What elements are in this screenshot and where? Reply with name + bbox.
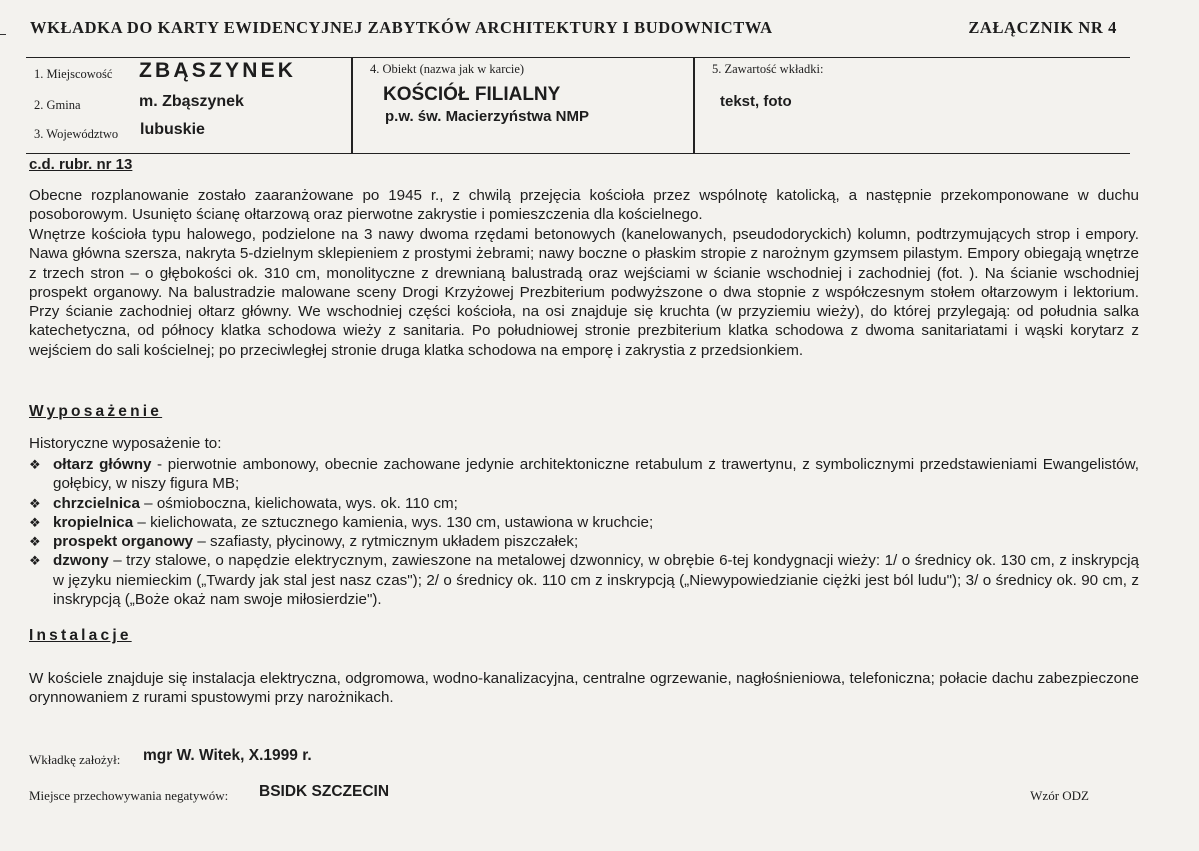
object-value: KOŚCIÓŁ FILIALNY xyxy=(383,84,561,105)
diamond-bullet-icon: ❖ xyxy=(29,495,41,511)
rubric-reference: c.d. rubr. nr 13 xyxy=(29,156,133,173)
list-item xyxy=(29,551,1139,609)
item-name: ołtarz główny xyxy=(53,456,152,473)
item-description: – kielichowata, ze sztucznego kamienia, wys. 130 cm, ustawiona w kruchcie; xyxy=(133,513,654,531)
diamond-bullet-icon: ❖ xyxy=(29,514,41,530)
item-description: – szafiasty, płycinowy, z rytmicznym układem piszczałek; xyxy=(193,533,579,551)
list-item xyxy=(29,532,1139,551)
item-description: – trzy stalowe, o napędzie elektrycznym, zawieszone na metalowej dzwonnicy, w obrębie 6-tej kondygnacji wieży: 1/ o średnicy ok. 130 cm, z inskrypcją w języku niemieckim („Twardy jak stal jest nasz czas"); 2/ o średnicy ok. 110 cm z inskrypcją („Niewypowiedzianie ciężki jest ból ludu"); 3/ o średnicy ok. 90 cm, z inskrypcją („Boże okaż nam swoje miłosierdzie"). xyxy=(53,552,1139,609)
column-divider xyxy=(351,58,353,153)
interior-paragraph: Wnętrze kościoła typu halowego, podzielone na 3 nawy dwoma rzędami betonowych (kanelowanych, pseudodoryckich) kolumn, podtrzymujących strop i empory. Nawa główna szersza, nakryta 5-dzielnym sklepieniem z prostymi żebrami; nawy boczne o płaskim stropie z narożnym gzymsem pilastym. Empory obiegają wnętrze z trzech stron – o głębokości ok. 310 cm, monolityczne z drewnianą balustradą oraz wejściami w ścianie wschodniej i zachodniej (fot. ). Na ścianie wschodniej prospekt organowy. Na balustradzie malowane sceny Drogi Krzyżowej Prezbiterium podwyższone o dwa stopnie z współczesnym stołem ołtarzowym i lektorium. Przy ścianie zachodniej ołtarz główny. We wschodniej części kościoła, na osi znajduje się kruchta (w przyziemiu wieży), do której przylegają: od południa salka katechetyczna, od północy klatka schodowa wieży z sanitaria. Po południowej stronie prezbiterium klatka schodowa z dwoma sanitariatami i wąski korytarz z wejściem do sali kościelnej; po przeciwległej stronie druga klatka schodowa na emporę i zakrystia z przedsionkiem. xyxy=(29,226,1139,359)
item-name: prospekt organowy xyxy=(53,533,194,551)
list-item xyxy=(29,494,1139,513)
province-value: lubuskie xyxy=(140,121,205,138)
list-item xyxy=(29,513,1139,532)
item-description: – ośmioboczna, kielichowata, wys. ok. 110 cm; xyxy=(139,494,458,512)
form-pattern: Wzór ODZ xyxy=(1030,788,1089,803)
item-name: chrzcielnica xyxy=(53,494,140,512)
equipment-intro: Historyczne wyposażenie to: xyxy=(29,435,222,452)
author-label: Wkładkę założył: xyxy=(29,752,121,767)
installations-paragraph: W kościele znajduje się instalacja elektryczna, odgromowa, wodno-kanalizacyjna, centralne ogrzewanie, nagłośnieniowa, telefoniczna; połacie dachu zabezpieczone orynnowaniem z rurami spustowymi przy narożnikach. xyxy=(29,670,1139,707)
town-label: 1. Miejscowość xyxy=(34,67,113,81)
contents-label: 5. Zawartość wkładki: xyxy=(712,62,824,76)
commune-value: m. Zbąszynek xyxy=(139,93,244,110)
column-divider xyxy=(693,58,695,153)
author-value: mgr W. Witek, X.1999 r. xyxy=(143,747,312,764)
item-name: dzwony xyxy=(53,552,109,570)
storage-label: Miejsce przechowywania negatywów: xyxy=(29,788,229,803)
storage-value: BSIDK SZCZECIN xyxy=(259,783,390,800)
diamond-bullet-icon: ❖ xyxy=(29,553,41,569)
item-name: kropielnica xyxy=(53,513,134,531)
object-dedication: p.w. św. Macierzyństwa NMP xyxy=(385,108,589,125)
town-value: ZBĄSZYNEK xyxy=(139,59,297,82)
object-label: 4. Obiekt (nazwa jak w karcie) xyxy=(370,62,525,76)
contents-value: tekst, foto xyxy=(720,93,792,110)
equipment-list xyxy=(29,455,1139,609)
annex-number: ZAŁĄCZNIK NR 4 xyxy=(968,18,1117,37)
identification-box xyxy=(26,57,1130,154)
item-description: - pierwotnie ambonowy, obecnie zachowane jedynie architektoniczne retabulum z trawertynu, z symbolicznymi przedstawieniami Ewangelistów, gołębicy, w niszy figura MB; xyxy=(53,456,1139,493)
province-label: 3. Województwo xyxy=(34,127,119,141)
diamond-bullet-icon: ❖ xyxy=(29,534,41,550)
commune-label: 2. Gmina xyxy=(34,98,81,112)
form-title: WKŁADKA DO KARTY EWIDENCYJNEJ ZABYTKÓW ARCHITEKTURY I BUDOWNICTWA xyxy=(30,18,773,37)
equipment-heading: Wyposażenie xyxy=(29,403,163,420)
diamond-bullet-icon: ❖ xyxy=(29,457,41,472)
installations-heading: Instalacje xyxy=(29,627,132,644)
list-item xyxy=(29,455,1139,494)
margin-tick xyxy=(0,34,6,35)
layout-paragraph: Obecne rozplanowanie zostało zaaranżowane po 1945 r., z chwilą przejęcia kościoła przez wspólnotę katolicką, a następnie przekomponowane w duchu posoborowym. Usunięto ścianę ołtarzową oraz pierwotne zakrystie i pomieszczenia dla kościelnego. xyxy=(29,187,1139,224)
